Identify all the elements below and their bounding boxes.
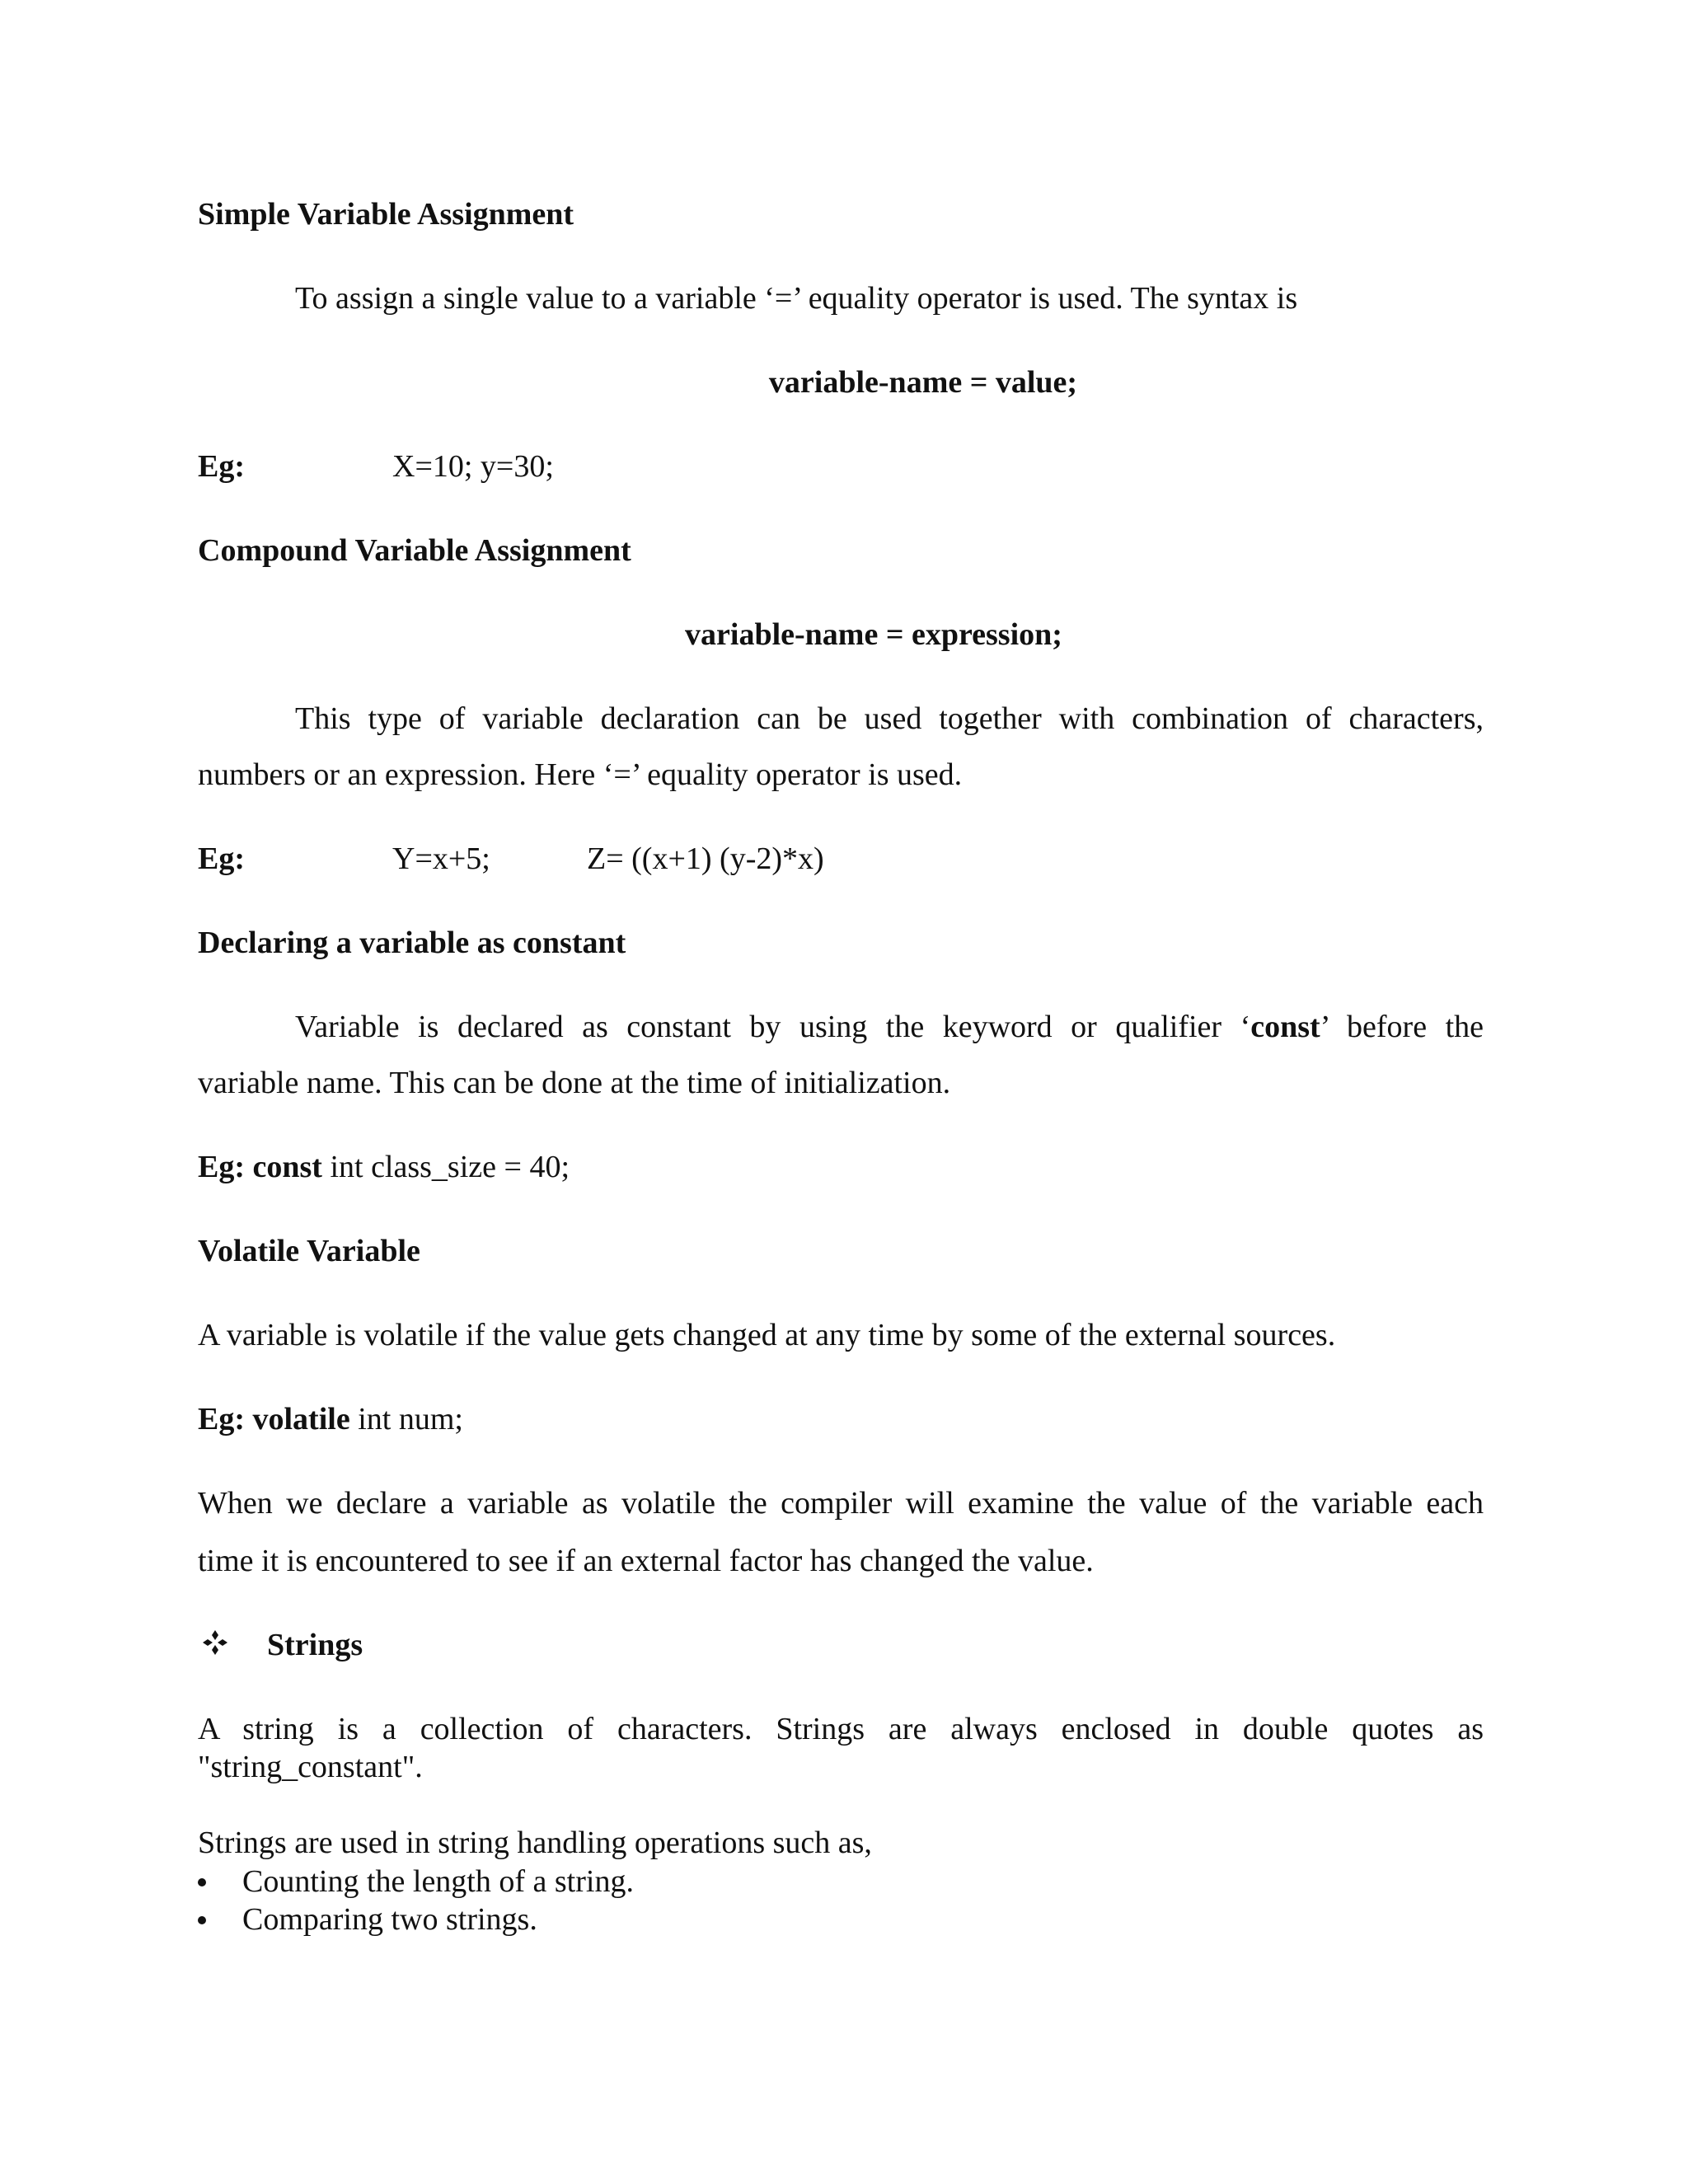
example-code: int num;	[349, 1402, 463, 1436]
volatile-para2-line1: When we declare a variable as volatile the compiler will examine the value of the variable each	[198, 1486, 1484, 1521]
compound-para-line2: numbers or an expression. Here ‘=’ equality operator is used.	[198, 757, 963, 792]
compound-assignment-syntax: variable-name = expression;	[685, 617, 1062, 652]
heading-declaring-constant: Declaring a variable as constant	[198, 926, 626, 960]
volatile-para2-line2: time it is encountered to see if an external factor has changed the value.	[198, 1544, 1094, 1578]
heading-volatile-variable: Volatile Variable	[198, 1234, 420, 1268]
example-code-1: Y=x+5;	[392, 841, 490, 876]
list-item: Comparing two strings.	[191, 1900, 1477, 1938]
heading-compound-variable-assignment: Compound Variable Assignment	[198, 533, 631, 568]
four-diamond-bullet-icon	[201, 1629, 229, 1657]
strings-para-line2: "string_constant".	[198, 1750, 423, 1784]
simple-assignment-intro: To assign a single value to a variable ‘=’ equality operator is used. The syntax is	[295, 281, 1298, 316]
bullet-icon	[198, 1916, 206, 1924]
example-label: Eg:	[198, 449, 245, 484]
compound-para-line1: This type of variable declaration can be used together with combination of characters,	[295, 701, 1484, 736]
example-label: Eg: volatile	[198, 1402, 350, 1436]
const-keyword: const	[1250, 1010, 1320, 1044]
volatile-para: A variable is volatile if the value gets changed at any time by some of the external sources.	[198, 1318, 1336, 1352]
heading-simple-variable-assignment: Simple Variable Assignment	[198, 197, 574, 232]
strings-list-intro: Strings are used in string handling operations such as,	[198, 1825, 872, 1860]
constant-para-text-a: Variable is declared as constant by using the keyword or qualifier ‘	[295, 1010, 1251, 1044]
constant-example	[198, 1149, 1484, 1185]
constant-para-line2: variable name. This can be done at the time of initialization.	[198, 1066, 951, 1100]
list-item: Counting the length of a string.	[191, 1863, 1477, 1900]
constant-para-line1	[295, 1009, 1484, 1045]
strings-operations-list	[191, 1863, 1477, 1938]
example-label: Eg: const	[198, 1150, 322, 1184]
example-code: int class_size = 40;	[321, 1150, 570, 1184]
constant-para-text-b: ’ before the	[1320, 1010, 1484, 1044]
volatile-example	[198, 1401, 1484, 1437]
compound-assignment-example	[198, 841, 1484, 877]
strings-para-line1: A string is a collection of characters. Strings are always enclosed in double quotes as	[198, 1712, 1484, 1746]
example-code-2: Z= ((x+1) (y-2)*x)	[587, 841, 824, 876]
example-code: X=10; y=30;	[392, 449, 554, 484]
simple-assignment-syntax: variable-name = value;	[768, 365, 1078, 400]
example-label: Eg:	[198, 841, 245, 876]
bullet-icon	[198, 1878, 206, 1886]
heading-strings: Strings	[267, 1628, 363, 1662]
simple-assignment-example	[198, 448, 1484, 485]
